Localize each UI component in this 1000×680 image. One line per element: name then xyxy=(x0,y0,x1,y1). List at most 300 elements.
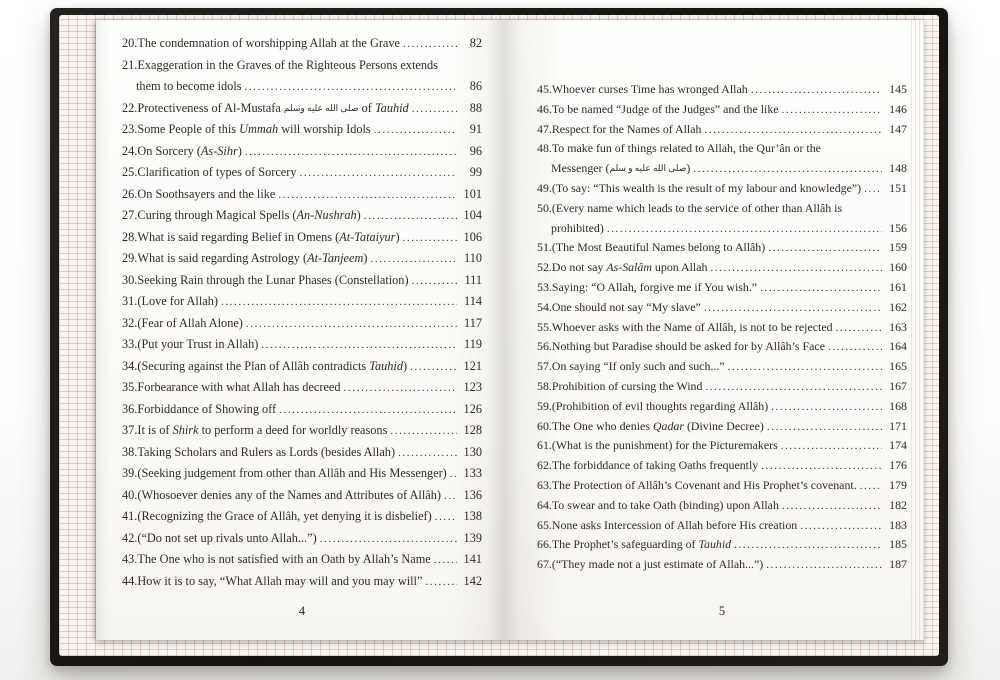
toc-entry xyxy=(537,399,907,419)
entry-page-number: 187 xyxy=(889,557,907,572)
title-text: Tauhid xyxy=(369,358,403,373)
toc-entry xyxy=(537,359,907,379)
dot-leader xyxy=(728,359,882,374)
toc-line xyxy=(122,36,482,58)
entry-title xyxy=(137,208,360,223)
entry-title xyxy=(137,574,422,589)
entry-number: 37. xyxy=(122,423,138,437)
title-text: (Seeking judgement from other than Allâh and His Messenger) xyxy=(137,466,447,480)
toc-line xyxy=(537,181,907,201)
toc-line xyxy=(122,574,482,596)
toc-line xyxy=(122,359,482,381)
toc-line xyxy=(122,445,482,467)
entry-page-number: 164 xyxy=(889,339,907,354)
toc-line xyxy=(537,379,907,399)
toc-line xyxy=(122,509,482,531)
entry-title xyxy=(137,58,438,73)
entry-page-number: 106 xyxy=(463,229,482,244)
entry-number: 67. xyxy=(537,557,552,572)
title-text: (What is the punishment) for the Picturemakers xyxy=(551,438,778,453)
entry-title xyxy=(137,165,296,180)
dot-leader xyxy=(710,260,882,275)
entry-title xyxy=(137,359,407,374)
right-page-toc xyxy=(537,82,907,577)
toc-entry xyxy=(122,380,482,402)
toc-entry xyxy=(122,402,482,424)
left-page-number: 4 xyxy=(298,604,306,618)
title-text: ) xyxy=(395,229,400,244)
dot-leader xyxy=(279,402,457,417)
entry-title xyxy=(137,101,408,116)
title-text: ) xyxy=(363,251,368,265)
entry-title-continued xyxy=(136,79,242,94)
entry-number: 59. xyxy=(537,398,552,413)
toc-entry xyxy=(537,141,907,181)
title-text: ) xyxy=(403,358,408,373)
entry-page-number: 183 xyxy=(889,517,907,532)
entry-page-number: 156 xyxy=(889,220,907,235)
title-text: To make fun of things related to Allah, the Qur’ân or the xyxy=(551,141,821,156)
toc-line xyxy=(122,208,482,230)
dot-leader xyxy=(761,458,882,473)
toc-entry xyxy=(537,82,907,102)
entry-number: 36. xyxy=(122,401,138,416)
dot-leader xyxy=(221,294,457,309)
entry-number: 41. xyxy=(122,509,138,523)
dot-leader xyxy=(704,122,882,137)
toc-entry xyxy=(537,518,907,538)
dot-leader xyxy=(771,399,882,414)
entry-page-number: 99 xyxy=(469,165,482,179)
title-text: (To say: “This wealth is the result of my labour and knowledge”) xyxy=(551,180,862,195)
arabic-honorific: صلى الله عليه و سلم xyxy=(609,163,687,174)
toc-line xyxy=(537,122,907,142)
title-text: To swear and to take Oath (binding) upon Allah xyxy=(551,497,779,512)
toc-line xyxy=(537,201,907,221)
title-text: Taking Scholars and Rulers as Lords (besides Allah) xyxy=(137,444,396,459)
title-text: Some People of this xyxy=(137,122,240,136)
title-text: ) xyxy=(237,143,242,158)
entry-page-number: 138 xyxy=(463,509,482,523)
toc-line xyxy=(537,557,907,577)
entry-number: 23. xyxy=(122,122,138,136)
title-text: to perform a deed for worldly reasons xyxy=(198,423,388,437)
toc-line xyxy=(122,251,482,273)
title-text: An-Nushrah xyxy=(296,208,357,222)
entry-number: 42. xyxy=(122,530,138,545)
dot-leader xyxy=(390,423,457,438)
entry-title xyxy=(137,187,275,202)
toc-line xyxy=(122,488,482,510)
title-text: Seeking Rain through the Lunar Phases (Constellation) xyxy=(137,272,409,287)
entry-number: 53. xyxy=(537,279,552,294)
entry-number: 27. xyxy=(122,208,138,222)
entry-number: 58. xyxy=(537,378,552,393)
title-text: Tauhid xyxy=(698,537,732,552)
entry-page-number: 114 xyxy=(464,294,482,308)
title-text: Saying: “O Allah, forgive me if You wish.” xyxy=(551,279,758,294)
left-page-toc xyxy=(122,36,482,595)
toc-entry xyxy=(537,379,907,399)
entry-page-number: 128 xyxy=(463,423,482,437)
entry-page-number: 91 xyxy=(469,122,482,136)
entry-page-number: 110 xyxy=(464,251,482,265)
entry-page-number: 119 xyxy=(464,337,482,351)
toc-entry xyxy=(122,122,482,144)
entry-number: 26. xyxy=(122,186,138,201)
toc-line xyxy=(537,82,907,102)
right-page-number: 5 xyxy=(718,604,726,618)
entry-number: 35. xyxy=(122,380,138,394)
toc-entry xyxy=(537,419,907,439)
toc-line xyxy=(122,273,482,295)
dot-leader xyxy=(370,251,457,266)
title-text: Clarification of types of Sorcery xyxy=(137,165,297,179)
entry-title xyxy=(552,518,797,533)
title-text: (“They made not a just estimate of Allah...”) xyxy=(551,557,764,572)
toc-line xyxy=(537,478,907,498)
dot-leader xyxy=(828,339,882,354)
entry-title xyxy=(552,122,702,137)
toc-entry xyxy=(537,557,907,577)
entry-title xyxy=(137,509,431,524)
title-text: Forbearance with what Allah has decreed xyxy=(137,380,341,394)
entry-page-number: 104 xyxy=(463,208,482,222)
title-text: None asks Intercession of Allah before His creation xyxy=(551,517,798,532)
toc-entry xyxy=(122,359,482,381)
entry-page-number: 130 xyxy=(463,444,482,459)
entry-page-number: 101 xyxy=(463,186,482,201)
title-text: Whoever curses Time has wronged Allah xyxy=(551,82,748,96)
entry-number: 61. xyxy=(537,438,552,453)
toc-line xyxy=(122,58,482,80)
entry-title xyxy=(137,488,441,503)
toc-entry xyxy=(537,498,907,518)
title-text: upon Allah xyxy=(651,260,708,275)
entry-title xyxy=(137,466,446,481)
entry-title-continued xyxy=(551,161,690,176)
dot-leader xyxy=(300,165,457,180)
entry-number: 24. xyxy=(122,143,138,158)
entry-title xyxy=(552,102,779,117)
dot-leader xyxy=(245,144,457,159)
entry-title xyxy=(552,300,701,315)
entry-page-number: 133 xyxy=(463,466,482,480)
toc-line xyxy=(537,240,907,260)
toc-entry xyxy=(122,445,482,467)
toc-line xyxy=(122,101,482,123)
entry-number: 34. xyxy=(122,358,138,373)
dot-leader xyxy=(782,498,882,513)
toc-entry xyxy=(122,316,482,338)
entry-number: 52. xyxy=(537,260,552,275)
toc-entry xyxy=(122,423,482,445)
entry-title-continued xyxy=(551,221,604,236)
title-text: ) xyxy=(686,161,691,176)
toc-line xyxy=(122,165,482,187)
title-text: At-Tanjeem xyxy=(307,251,364,265)
entry-title xyxy=(137,230,399,245)
dot-leader xyxy=(800,518,882,533)
toc-entry xyxy=(537,240,907,260)
title-text: Shirk xyxy=(172,423,199,437)
toc-line xyxy=(122,402,482,424)
entry-number: 66. xyxy=(537,537,552,552)
entry-title xyxy=(137,423,387,438)
entry-page-number: 111 xyxy=(464,272,482,287)
entry-page-number: 176 xyxy=(889,458,907,473)
entry-page-number: 145 xyxy=(889,82,907,96)
title-text: The Protection of Allâh’s Covenant and His Prophet’s covenant. xyxy=(551,477,857,492)
entry-title xyxy=(552,240,765,255)
entry-page-number: 174 xyxy=(889,438,907,453)
entry-page-number: 179 xyxy=(889,477,907,492)
entry-number: 54. xyxy=(537,299,552,314)
entry-number: 48. xyxy=(537,141,552,156)
dot-leader xyxy=(693,161,882,176)
dot-leader xyxy=(607,221,882,236)
title-text: (The Most Beautiful Names belong to Allâh) xyxy=(551,240,766,255)
toc-line xyxy=(122,380,482,402)
title-text: The Prophet’s safeguarding of xyxy=(551,537,699,552)
entry-title xyxy=(552,478,857,493)
title-text: Prohibition of cursing the Wind xyxy=(551,378,703,393)
title-text: prohibited) xyxy=(551,220,604,235)
entry-number: 60. xyxy=(537,418,552,433)
toc-line-continuation xyxy=(537,221,907,241)
title-text: The condemnation of worshipping Allah at the Grave xyxy=(137,36,400,50)
toc-line xyxy=(122,466,482,488)
toc-entry xyxy=(122,230,482,252)
toc-entry xyxy=(122,144,482,166)
entry-page-number: 185 xyxy=(889,537,907,552)
dot-leader xyxy=(734,537,882,552)
entry-number: 32. xyxy=(122,315,138,330)
entry-number: 25. xyxy=(122,165,138,179)
toc-line-continuation xyxy=(537,161,907,181)
entry-page-number: 126 xyxy=(463,401,482,416)
entry-number: 20. xyxy=(122,36,138,50)
dot-leader xyxy=(410,359,457,374)
entry-title xyxy=(137,552,430,567)
toc-line xyxy=(537,102,907,122)
dot-leader xyxy=(344,380,457,395)
title-text: Exaggeration in the Graves of the Righteous Persons extends xyxy=(137,57,438,72)
toc-entry xyxy=(537,478,907,498)
toc-entry xyxy=(537,339,907,359)
entry-number: 56. xyxy=(537,339,552,354)
title-text: them to become idols xyxy=(136,79,242,93)
toc-line xyxy=(122,316,482,338)
title-text: What is said regarding Astrology ( xyxy=(137,251,308,265)
dot-leader xyxy=(704,300,882,315)
toc-line xyxy=(122,144,482,166)
entry-title xyxy=(552,141,821,156)
dot-leader xyxy=(320,531,457,546)
entry-page-number: 136 xyxy=(463,487,482,502)
title-text: Qadar xyxy=(652,418,684,433)
entry-title xyxy=(552,359,725,374)
title-text: As-Sihr xyxy=(200,143,238,158)
entry-title xyxy=(552,260,708,275)
toc-entry xyxy=(537,260,907,280)
entry-number: 64. xyxy=(537,497,552,512)
toc-entry xyxy=(122,187,482,209)
title-text: What is said regarding Belief in Omens ( xyxy=(137,229,340,244)
entry-title xyxy=(552,280,757,295)
entry-title xyxy=(552,339,825,354)
title-text: One should not say “My slave” xyxy=(551,299,701,314)
title-text: Respect for the Names of Allah xyxy=(551,121,702,136)
entry-number: 30. xyxy=(122,272,138,287)
entry-title xyxy=(552,181,861,196)
entry-title xyxy=(137,36,400,51)
toc-line xyxy=(537,498,907,518)
entry-number: 40. xyxy=(122,487,138,502)
title-text: will worship Idols xyxy=(278,122,371,136)
entry-page-number: 171 xyxy=(889,418,907,433)
toc-line xyxy=(537,399,907,419)
toc-entry xyxy=(122,337,482,359)
dot-leader xyxy=(768,240,882,255)
entry-page-number: 168 xyxy=(889,398,907,413)
title-text: Do not say xyxy=(551,260,607,275)
toc-line xyxy=(122,122,482,144)
title-text: Forbiddance of Showing off xyxy=(137,401,277,416)
toc-entry xyxy=(537,122,907,142)
toc-entry xyxy=(537,537,907,557)
toc-line xyxy=(537,537,907,557)
entry-title xyxy=(137,294,218,309)
toc-line xyxy=(537,359,907,379)
entry-number: 22. xyxy=(122,100,138,115)
title-text: Whoever asks with the Name of Allâh, is not to be rejected xyxy=(551,319,833,334)
toc-entry xyxy=(122,509,482,531)
entry-page-number: 159 xyxy=(889,240,907,255)
title-text: Protectiveness of Al-Mustafa xyxy=(137,100,284,115)
dot-leader xyxy=(751,82,882,97)
toc-entry xyxy=(122,531,482,553)
toc-line-continuation xyxy=(122,79,482,101)
toc-entry xyxy=(537,438,907,458)
title-text: (Whosoever denies any of the Names and Attributes of Allâh) xyxy=(137,487,441,502)
entry-title xyxy=(552,379,703,394)
toc-line xyxy=(537,419,907,439)
entry-title xyxy=(552,557,763,572)
entry-number: 62. xyxy=(537,458,552,473)
toc-line xyxy=(537,141,907,161)
title-text: (Divine Decree) xyxy=(683,418,764,433)
toc-line xyxy=(537,280,907,300)
dot-leader xyxy=(246,316,457,331)
toc-line xyxy=(122,294,482,316)
entry-number: 39. xyxy=(122,466,138,480)
entry-title xyxy=(137,273,408,288)
toc-entry xyxy=(122,251,482,273)
title-text: Nothing but Paradise should be asked for by Allâh’s Face xyxy=(551,339,825,354)
title-text: On Soothsayers and the like xyxy=(137,186,276,201)
dot-leader xyxy=(364,208,457,223)
dot-leader xyxy=(782,102,882,117)
entry-title xyxy=(552,419,764,434)
toc-entry xyxy=(537,102,907,122)
entry-title xyxy=(552,458,758,473)
entry-page-number: 139 xyxy=(463,530,482,545)
dot-leader xyxy=(860,478,882,493)
dot-leader xyxy=(398,445,457,460)
toc-line xyxy=(537,320,907,340)
entry-page-number: 151 xyxy=(889,180,907,195)
entry-page-number: 147 xyxy=(889,121,907,136)
toc-entry xyxy=(122,165,482,187)
toc-entry xyxy=(122,101,482,123)
dot-leader xyxy=(278,187,457,202)
title-text: On saying “If only such and such...” xyxy=(551,359,725,374)
toc-entry xyxy=(122,574,482,596)
title-text: (Recognizing the Grace of Allâh, yet denying it is disbelief) xyxy=(137,509,432,523)
entry-page-number: 160 xyxy=(889,260,907,275)
toc-entry xyxy=(537,201,907,241)
title-text: Curing through Magical Spells ( xyxy=(137,208,297,222)
title-text: The One who is not satisfied with an Oath by Allah’s Name xyxy=(137,552,431,566)
title-text: The One who denies xyxy=(551,418,653,433)
entry-page-number: 162 xyxy=(889,299,907,314)
entry-page-number: 82 xyxy=(469,36,482,50)
entry-page-number: 146 xyxy=(889,101,907,116)
entry-number: 63. xyxy=(537,477,552,492)
title-text: It is of xyxy=(137,423,173,437)
toc-entry xyxy=(122,466,482,488)
entry-page-number: 88 xyxy=(469,100,482,115)
title-text: (Prohibition of evil thoughts regarding Allâh) xyxy=(551,398,769,413)
dot-leader xyxy=(412,273,457,288)
dot-leader xyxy=(836,320,882,335)
entry-number: 38. xyxy=(122,444,138,459)
title-text: (“Do not set up rivals unto Allah...”) xyxy=(137,530,317,545)
dot-leader xyxy=(245,79,457,94)
dot-leader xyxy=(425,574,457,589)
title-text: Tauhid xyxy=(374,100,409,115)
entry-title xyxy=(137,122,370,137)
toc-line xyxy=(537,260,907,280)
entry-page-number: 165 xyxy=(889,359,907,374)
entry-title xyxy=(552,498,779,513)
entry-page-number: 148 xyxy=(889,161,907,176)
entry-page-number: 96 xyxy=(469,143,482,158)
entry-number: 31. xyxy=(122,294,138,308)
entry-page-number: 182 xyxy=(889,497,907,512)
entry-title xyxy=(137,337,258,352)
title-text: (Put your Trust in Allah) xyxy=(137,337,259,351)
entry-number: 29. xyxy=(122,251,138,265)
title-text: ) xyxy=(356,208,361,222)
dot-leader xyxy=(781,438,882,453)
title-text: On Sorcery ( xyxy=(137,143,201,158)
toc-entry xyxy=(537,181,907,201)
title-text: At-Tataiyur xyxy=(339,229,396,244)
title-text: How it is to say, “What Allah may will and you may will” xyxy=(137,573,423,588)
entry-page-number: 161 xyxy=(889,279,907,294)
entry-page-number: 121 xyxy=(463,358,482,373)
toc-line xyxy=(537,518,907,538)
title-text: (Love for Allah) xyxy=(137,294,218,308)
page-edge-stack xyxy=(911,20,924,640)
entry-number: 45. xyxy=(537,82,552,96)
dot-leader xyxy=(435,509,457,524)
entry-number: 51. xyxy=(537,240,552,255)
dot-leader xyxy=(403,230,457,245)
entry-number: 65. xyxy=(537,517,552,532)
